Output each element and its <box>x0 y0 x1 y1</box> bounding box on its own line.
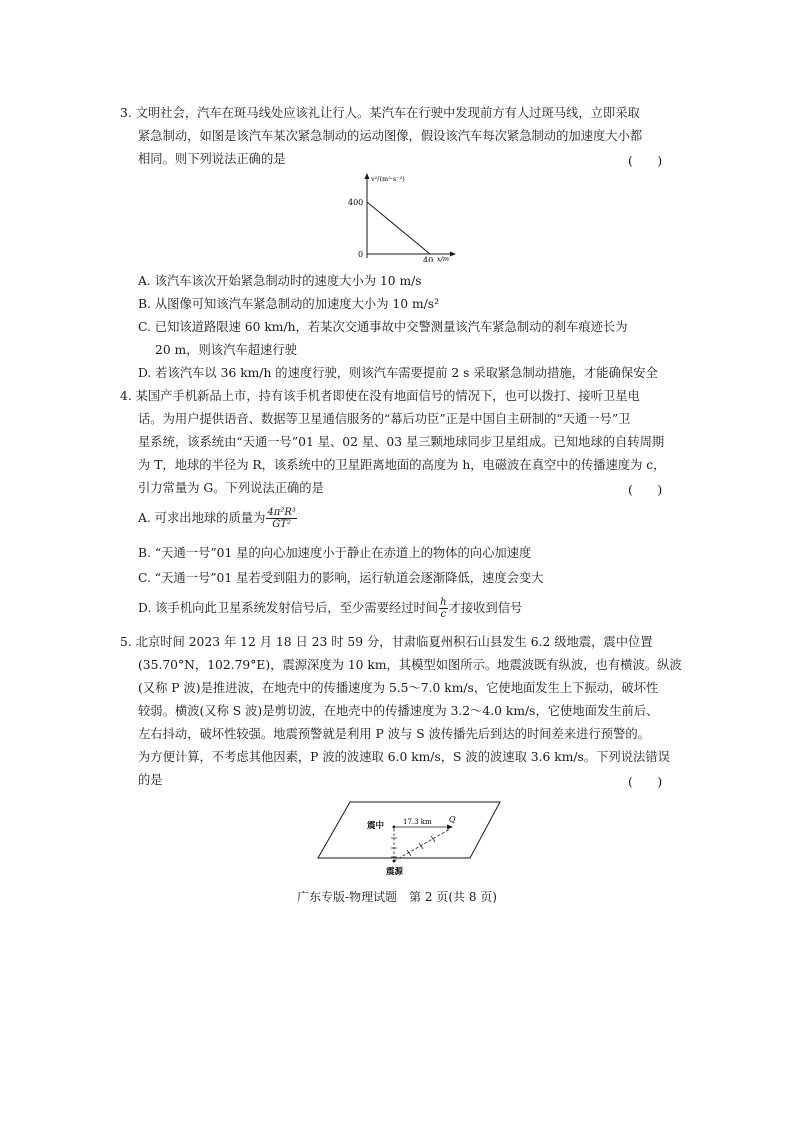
page-footer: 广东专版-物理试题 第 2 页(共 8 页) <box>297 890 497 904</box>
q4-line-5: 引力常量为 G。下列说法正确的是 <box>138 481 324 495</box>
q5-line-3: (又称 P 波)是推进波，在地壳中的传播速度为 5.5～7.0 km/s，它使地面发生上下振动，破坏性 <box>138 681 659 695</box>
q5-answer-bracket: ( ) <box>628 775 663 789</box>
q4-option-d-suffix: 才接收到信号 <box>448 601 523 615</box>
q5-source-label: 震源 <box>386 867 404 877</box>
q3-option-c-line-2: 20 m，则该汽车超速行驶 <box>155 343 297 357</box>
q3-option-a: A. 该汽车该次开始紧急制动时的速度大小为 10 m/s <box>138 274 422 288</box>
q5-distance-label: 17.3 km <box>403 818 432 826</box>
q3-line-2: 紧急制动，如图是该汽车某次紧急制动的运动图像，假设该汽车每次紧急制动的加速度大小都 <box>138 129 643 143</box>
q4-line-2: 话。为用户提供语音、数据等卫星通信服务的“幕后功臣”正是中国自主研制的“天通一号”卫 <box>138 412 631 426</box>
q4-option-a <box>138 506 298 530</box>
q5-line-2: (35.70°N，102.79°E)，震源深度为 10 km，其模型如图所示。地震波既有纵波，也有横波。纵波 <box>138 658 682 672</box>
q5-line-6: 为方便计算，不考虑其他因素，P 波的波速取 6.0 km/s，S 波的波速取 3.6 km/s。下列说法错误 <box>138 750 670 764</box>
q4-option-a-numerator: 4π²R³ <box>267 507 296 518</box>
q4-option-b: B. “天通一号”01 星的向心加速度小于静止在赤道上的物体的向心加速度 <box>138 546 532 560</box>
q4-option-a-text: A. 可求出地球的质量为 <box>138 511 266 525</box>
q5-line-1: 5. 北京时间 2023 年 12 月 18 日 23 时 59 分，甘肃临夏州积石山县发生 6.2 级地震，震中位置 <box>120 635 653 649</box>
q3-graph-ylabel: v²/(m²·s⁻²) <box>371 175 405 183</box>
q4-line-1: 4. 某国产手机新品上市，持有该手机者即使在没有地面信号的情况下，也可以拨打、接听卫星电 <box>120 389 640 403</box>
q3-graph-ytick: 400 <box>348 198 364 207</box>
q4-answer-bracket: ( ) <box>628 483 663 497</box>
q4-line-4: 为 T，地球的半径为 R，该系统中的卫星距离地面的高度为 h，电磁波在真空中的传播速度为 c， <box>138 458 666 472</box>
q4-option-d-denominator: c <box>440 609 447 620</box>
q5-earthquake-diagram <box>310 798 510 878</box>
q3-graph-origin: 0 <box>358 250 364 259</box>
q3-v2-x-graph <box>340 170 460 262</box>
q3-line-1: 3. 文明社会，汽车在斑马线处应该礼让行人。某汽车在行驶中发现前方有人过斑马线，立即采取 <box>120 106 640 120</box>
q5-epicenter-label: 震中 <box>367 821 385 831</box>
q3-option-b: B. 从图像可知该汽车紧急制动的加速度大小为 10 m/s² <box>138 297 440 311</box>
q5-point-q-label: Q <box>449 815 456 824</box>
q4-option-d-text: D. 该手机向此卫星系统发射信号后，至少需要经过时间 <box>138 601 439 615</box>
q5-line-5: 左右抖动，破坏性较强。地震预警就是利用 P 波与 S 波传播先后到达的时间差来进行预警的。 <box>138 727 650 741</box>
q3-answer-bracket: ( ) <box>628 154 663 168</box>
q4-line-3: 星系统，该系统由“天通一号”01 星、02 星、03 星三颗地球同步卫星组成。已知地球的自转周期 <box>138 435 665 449</box>
q3-option-d: D. 若该汽车以 36 km/h 的速度行驶，则该汽车需要提前 2 s 采取紧急制动措施，才能确保安全 <box>138 366 658 380</box>
q4-option-a-denominator: GT² <box>272 519 291 530</box>
q3-graph-xtick: 40 <box>423 256 434 262</box>
q4-option-c: C. “天通一号”01 星若受到阻力的影响，运行轨道会逐渐降低，速度会变大 <box>138 571 544 585</box>
q3-option-c-line-1: C. 已知该道路限速 60 km/h，若某次交通事故中交警测量该汽车紧急制动的刹车痕迹长为 <box>138 320 628 334</box>
q5-line-4: 较弱。横波(又称 S 波)是剪切波，在地壳中的传播速度为 3.2～4.0 km/s，它使地面发生前后、 <box>138 704 659 718</box>
q4-option-d-fraction <box>439 597 447 620</box>
q4-option-d <box>138 596 522 620</box>
q4-option-d-numerator: h <box>440 597 447 608</box>
q3-line-3: 相同。则下列说法正确的是 <box>138 152 286 166</box>
q4-option-a-fraction <box>266 507 296 530</box>
q5-line-7: 的是 <box>138 773 163 787</box>
q3-graph-xlabel: x/m <box>437 255 450 262</box>
